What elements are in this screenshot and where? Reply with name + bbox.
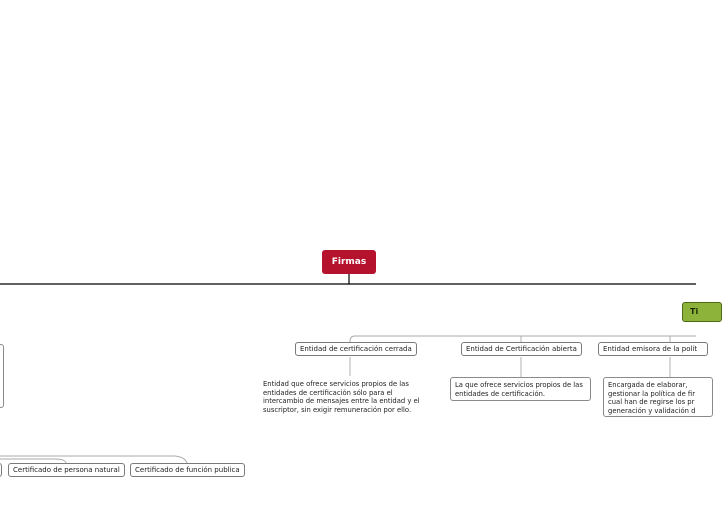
entity-description-closed: Entidad que ofrece servicios propios de las entidades de certificación sólo para el intercambio de mensajes entre la entidad y el suscriptor, sin exigir remuneración por ello. [263, 380, 420, 414]
root-node[interactable]: Firmas [322, 250, 376, 274]
entity-description-policy-issuer: Encargada de elaborar, gestionar la política de fir cual han de regirse los pr generación y validación d [603, 377, 713, 417]
entity-description-open: La que ofrece servicios propios de las entidades de certificación. [450, 377, 591, 401]
tipos-node[interactable]: Ti [682, 302, 722, 322]
certificate-public-function[interactable]: Certificado de función publica [130, 463, 245, 477]
entity-node-policy-issuer[interactable]: Entidad emisora de la polít [598, 342, 708, 356]
entity-node-closed[interactable]: Entidad de certificación cerrada [295, 342, 417, 356]
partial-left-node [0, 344, 4, 408]
certificate-branch-line-2 [0, 456, 187, 463]
partial-left-certificate [0, 463, 2, 477]
entity-node-open[interactable]: Entidad de Certificación abierta [461, 342, 582, 356]
certificate-natural-person[interactable]: Certificado de persona natural [8, 463, 125, 477]
